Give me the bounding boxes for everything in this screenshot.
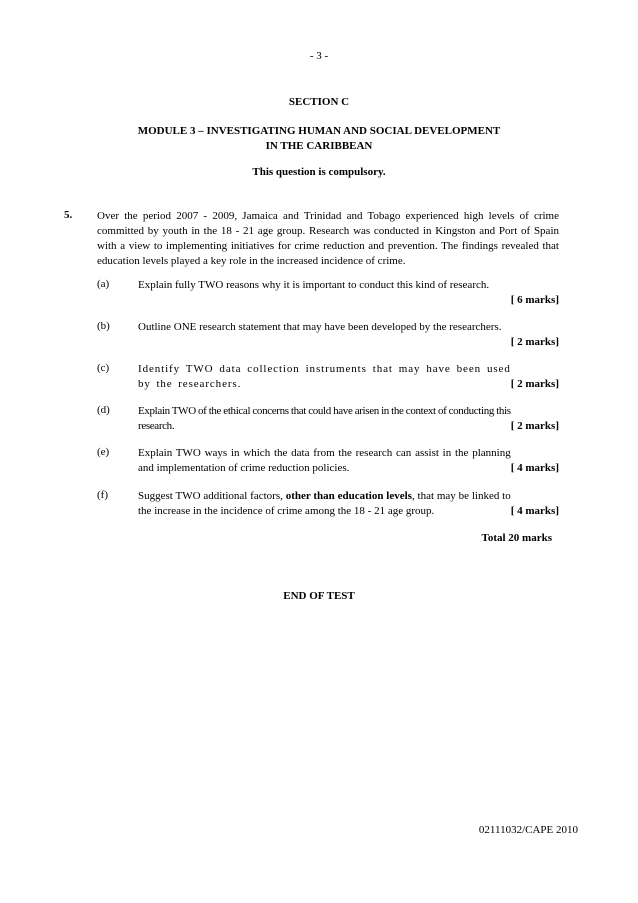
part-b-marks: [ 2 marks] bbox=[510, 336, 559, 348]
part-e-text: Explain TWO ways in which the data from the research can assist in the planning and implementation of crime reduction policies. bbox=[138, 447, 511, 474]
part-c-text: Identify TWO data collection instruments that may have been used by the researchers. bbox=[138, 363, 511, 390]
part-f-marks: [ 4 marks] bbox=[510, 505, 559, 517]
question-number: 5. bbox=[64, 209, 73, 221]
part-e-marks: [ 4 marks] bbox=[510, 462, 559, 474]
part-c-label: (c) bbox=[97, 362, 110, 374]
total-marks: Total 20 marks bbox=[481, 532, 552, 544]
part-b-label: (b) bbox=[97, 320, 110, 332]
part-d-marks: [ 2 marks] bbox=[510, 420, 559, 432]
part-f-text-after: , that may be linked to the increase in the incidence of crime among the 18 - 21 age group. bbox=[138, 490, 511, 517]
compulsory-note: This question is compulsory. bbox=[252, 166, 386, 178]
question-stem: Over the period 2007 - 2009, Jamaica and Trinidad and Tobago experienced high levels of crime committed by youth in the 18 - 21 age group. Research was conducted in Kingston and Port of Spain with a view to implementing initiatives for crime reduction and prevention. The findings revealed that education levels played a key role in the increased incidence of crime. bbox=[97, 210, 559, 267]
part-b bbox=[138, 320, 559, 350]
part-d bbox=[138, 404, 559, 434]
module-title-line-1: MODULE 3 – INVESTIGATING HUMAN AND SOCIAL DEVELOPMENT bbox=[137, 125, 501, 137]
part-a-marks: [ 6 marks] bbox=[510, 294, 559, 306]
paper-code: 02111032/CAPE 2010 bbox=[478, 824, 578, 836]
module-title-line-2: IN THE CARIBBEAN bbox=[265, 140, 373, 152]
part-f-label: (f) bbox=[97, 489, 108, 501]
part-f-text-before: Suggest TWO additional factors, bbox=[138, 490, 286, 502]
part-c-marks: [ 2 marks] bbox=[510, 378, 559, 390]
part-c bbox=[138, 362, 559, 392]
part-a bbox=[138, 278, 559, 308]
part-a-text: Explain fully TWO reasons why it is important to conduct this kind of research. bbox=[138, 279, 490, 291]
end-of-test: END OF TEST bbox=[283, 590, 355, 602]
part-f bbox=[138, 489, 559, 519]
part-a-label: (a) bbox=[97, 278, 110, 290]
section-title: SECTION C bbox=[288, 96, 350, 108]
part-d-label: (d) bbox=[97, 404, 110, 416]
part-e-label: (e) bbox=[97, 446, 110, 458]
part-f-text-emphasis: other than education levels bbox=[285, 490, 412, 502]
part-e bbox=[138, 446, 559, 476]
part-b-text: Outline ONE research statement that may have been developed by the researchers. bbox=[138, 321, 502, 333]
page-number: - 3 - bbox=[309, 50, 329, 62]
part-d-text: Explain TWO of the ethical concerns that could have arisen in the context of conducting this research. bbox=[138, 405, 511, 432]
